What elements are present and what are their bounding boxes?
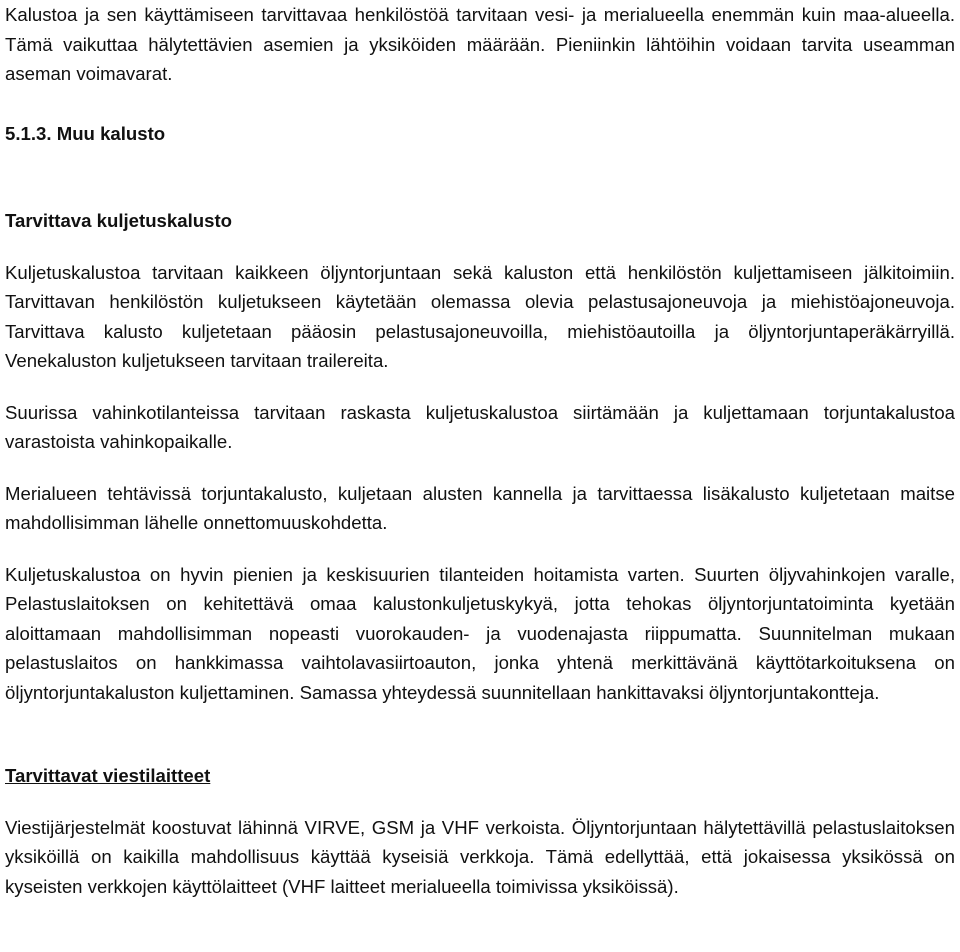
transport-paragraph-2: Suurissa vahinkotilanteissa tarvitaan raskasta kuljetuskalustoa siirtämään ja kuljettamaan torjuntakalustoa varastoista vahinkopaikalle. bbox=[5, 401, 955, 452]
section-heading bbox=[5, 119, 955, 149]
communications-paragraph-1: Viestijärjestelmät koostuvat lähinnä VIRVE, GSM ja VHF verkoista. Öljyntorjuntaan hälytettävillä pelastuslaitoksen yksiköillä on kaikilla mahdollisuus käyttää kyseisiä verkkoja. Tämä edellyttää, että jokaisessa yksikössä on kyseisten verkkojen käyttölaitteet (VHF laitteet merialueella toimivissa yksiköissä). bbox=[5, 816, 955, 897]
transport-paragraph-4: Kuljetuskalustoa on hyvin pienien ja keskisuurien tilanteiden hoitamista varten. Suurten öljyvahinkojen varalle, Pelastuslaitoksen on kehitettävä omaa kalustonkuljetuskykyä, jotta tehokas öljyntorjuntatoiminta kyetään aloittamaan mahdollisimman nopeasti vuorokauden- ja vuodenajasta riippumatta. Suunnitelman mukaan pelastuslaitos on hankkimassa vaihtolavasiirtoauton, jonka yhtenä merkittävänä käyttötarkoituksena on öljyntorjuntakaluston kuljettaminen. Samassa yhteydessä suunnitellaan hankittavaksi öljyntorjuntakontteja. bbox=[5, 563, 955, 703]
section-number: 5.1.3. bbox=[5, 122, 52, 144]
transport-heading: Tarvittava kuljetuskalusto bbox=[5, 210, 232, 231]
communications-heading: Tarvittavat viestilaitteet bbox=[5, 765, 211, 786]
transport-paragraph-1: Kuljetuskalustoa tarvitaan kaikkeen öljyntorjuntaan sekä kaluston että henkilöstön kuljettamiseen jälkitoimiin. Tarvittavan henkilöstön kuljetukseen käytetään olemassa olevia pelastusajoneuvoja ja miehistöajoneuvoja. Tarvittava kalusto kuljetetaan pääosin pelastusajoneuvoilla, miehistöautoilla ja öljyntorjuntaperäkärryillä. Venekaluston kuljetukseen tarvitaan trailereita. bbox=[5, 261, 955, 371]
section-title: Muu kalusto bbox=[56, 122, 166, 144]
transport-paragraph-3: Merialueen tehtävissä torjuntakalusto, kuljetaan alusten kannella ja tarvittaessa lisäkalusto kuljetetaan maitse mahdollisimman lähelle onnettomuuskohdetta. bbox=[5, 482, 955, 533]
intro-paragraph: Kalustoa ja sen käyttämiseen tarvittavaa henkilöstöä tarvitaan vesi- ja merialueella enemmän kuin maa-alueella. Tämä vaikuttaa hälytettävien asemien ja yksiköiden määrään. Pieniinkin lähtöihin voidaan tarvita useamman aseman voimavarat. bbox=[5, 4, 955, 84]
document-page bbox=[5, 0, 955, 901]
